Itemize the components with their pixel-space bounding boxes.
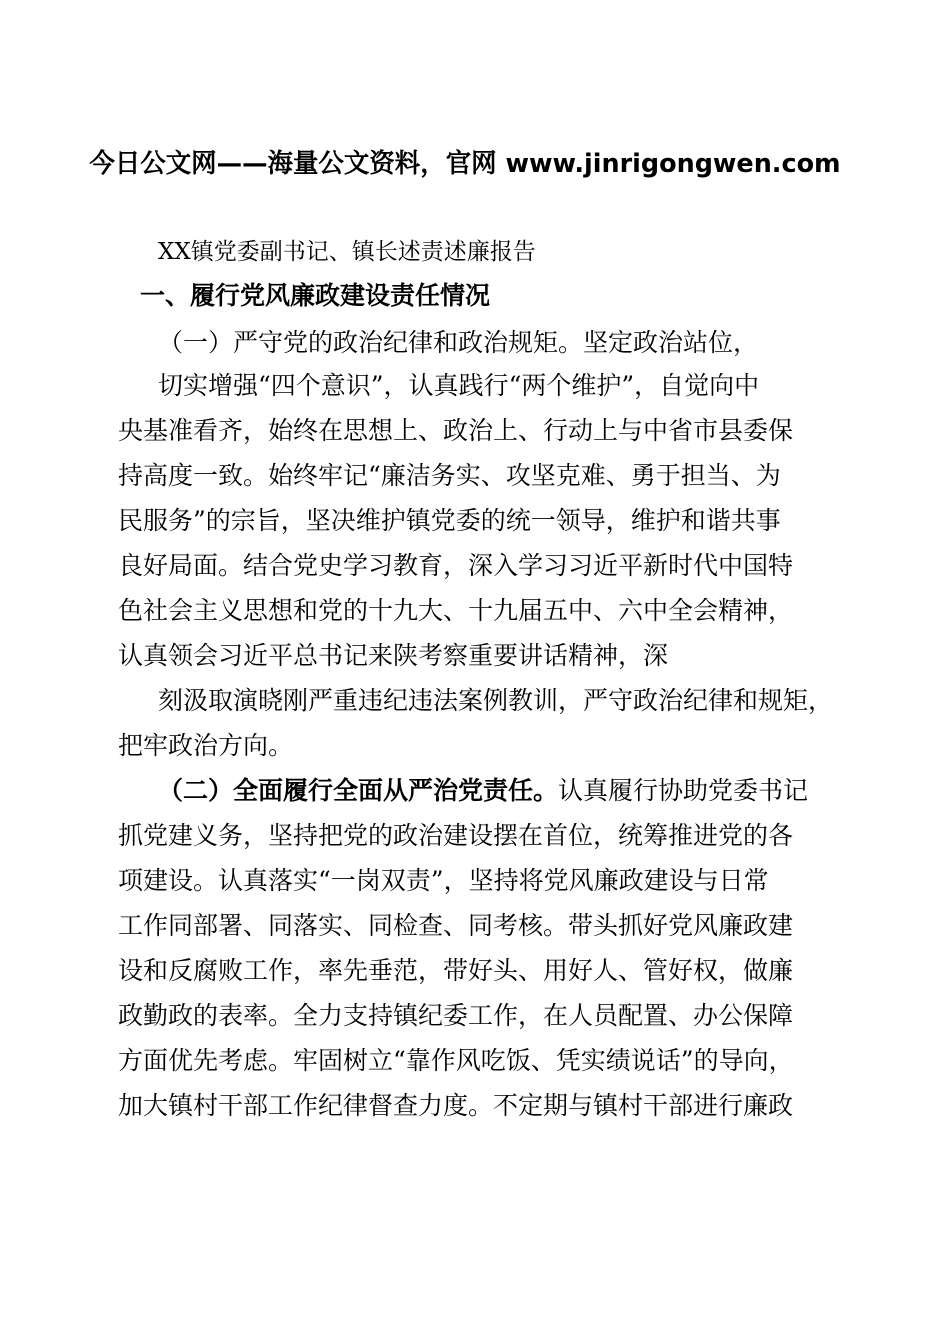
paragraph-line: 认真领会习近平总书记来陕考察重要讲话精神，深 — [118, 641, 669, 670]
paragraph-line: 色社会主义思想和党的十九大、十九届五中、六中全会精神， — [118, 596, 794, 625]
paragraph-line — [158, 772, 808, 810]
paragraph-line: 央基准看齐，始终在思想上、政治上、行动上与中省市县委保 — [118, 416, 794, 445]
paragraph-lead-heading: （二）全面履行全面从严治党责任。 — [158, 776, 559, 805]
paragraph-line: 工作同部署、同落实、同检查、同考核。带头抓好党风廉政建 — [118, 911, 794, 940]
paragraph-line: 设和反腐败工作，率先垂范，带好头、用好人、管好权，做廉 — [118, 956, 794, 985]
paragraph-line: 方面优先考虑。牢固树立“靠作风吃饭、凭实绩说话”的导向， — [118, 1046, 794, 1075]
paragraph-line: 良好局面。结合党史学习教育，深入学习习近平新时代中国特 — [118, 551, 794, 580]
paragraph-line: 民服务”的宗旨，坚决维护镇党委的统一领导，维护和谐共事 — [118, 506, 781, 535]
paragraph-line: 抓党建义务，坚持把党的政治建设摆在首位，统筹推进党的各 — [118, 821, 794, 850]
paragraph-line: 切实增强“四个意识”，认真践行“两个维护”，自觉向中 — [158, 371, 760, 400]
paragraph-line: 持高度一致。始终牢记“廉洁务实、攻坚克难、勇于担当、为 — [118, 461, 781, 490]
document-title: XX镇党委副书记、镇长述责述廉报告 — [158, 239, 536, 265]
paragraph-lead-text: 认真履行协助党委书记 — [558, 776, 809, 805]
paragraph-line: 项建设。认真落实“一岗双责”，坚持将党风廉政建设与日常 — [118, 866, 769, 895]
paragraph-line: 把牢政治方向。 — [118, 731, 294, 760]
paragraph-line: 政勤政的表率。全力支持镇纪委工作，在人员配置、办公保障 — [118, 1001, 794, 1030]
paragraph-line: （一）严守党的政治纪律和政治规矩。坚定政治站位， — [158, 328, 759, 357]
site-header-banner: 今日公文网——海量公文资料，官网 www.jinrigongwen.com — [89, 149, 841, 179]
paragraph-line: 刻汲取演晓刚严重违纪违法案例教训，严守政治纪律和规矩， — [158, 686, 834, 715]
section-heading: 一、履行党风廉政建设责任情况 — [140, 281, 491, 310]
paragraph-line: 加大镇村干部工作纪律督查力度。不定期与镇村干部进行廉政 — [118, 1091, 794, 1120]
